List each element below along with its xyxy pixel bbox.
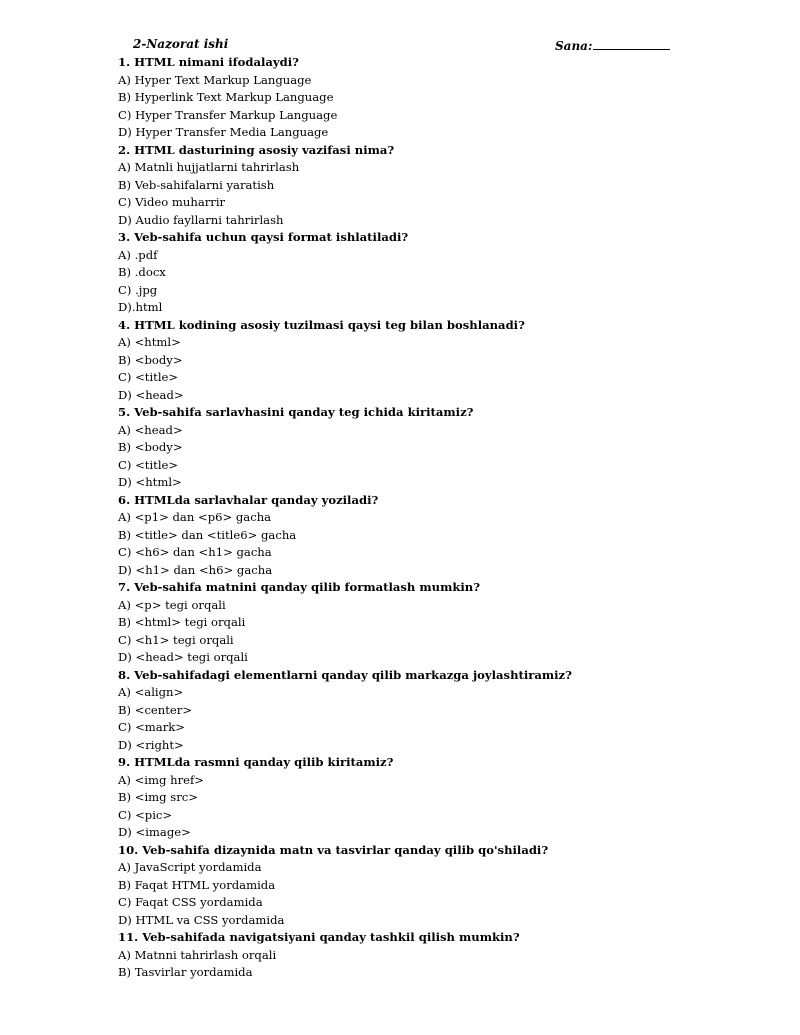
question-text: 2. HTML dasturining asosiy vazifasi nima? xyxy=(118,142,395,157)
question-text: 4. HTML kodining asosiy tuzilmasi qaysi teg bilan boshlanadi? xyxy=(118,317,525,332)
answer-option: B) <title> dan <title6> gacha xyxy=(118,527,297,542)
question-text: 1. HTML nimani ifodalaydi? xyxy=(118,55,299,69)
document-header xyxy=(0,37,800,55)
answer-option: B) Hyperlink Text Markup Language xyxy=(118,90,334,104)
answer-option: A) Hyper Text Markup Language xyxy=(118,72,312,87)
answer-option: D) <head> xyxy=(118,387,184,402)
answer-option: A) Matnni tahrirlash orqali xyxy=(118,947,277,962)
answer-option: B) Tasvirlar yordamida xyxy=(118,965,253,979)
answer-option: C) <h1> tegi orqali xyxy=(118,632,234,647)
answer-option: B) .docx xyxy=(118,265,166,279)
question-block xyxy=(118,54,758,142)
question-text: 3. Veb-sahifa uchun qaysi format ishlatiladi? xyxy=(118,230,409,244)
answer-option: B) Faqat HTML yordamida xyxy=(118,877,276,892)
question-block xyxy=(118,142,758,230)
question-text: 5. Veb-sahifa sarlavhasini qanday teg ichida kiritamiz? xyxy=(118,405,474,419)
answer-option: A) <html> xyxy=(118,335,181,349)
answer-option: C) <pic> xyxy=(118,807,173,822)
answer-option: C) <mark> xyxy=(118,720,185,734)
date-label: Sana: xyxy=(555,39,593,53)
answer-option: D) <h1> dan <h6> gacha xyxy=(118,562,273,577)
question-block xyxy=(118,317,758,405)
answer-option: A) Matnli hujjatlarni tahrirlash xyxy=(118,160,300,174)
question-text: 7. Veb-sahifa matnini qanday qilib formatlash mumkin? xyxy=(118,580,481,594)
question-block xyxy=(118,754,758,842)
answer-option: A) <head> xyxy=(118,422,183,437)
answer-option: B) <body> xyxy=(118,352,183,367)
question-block xyxy=(118,404,758,492)
answer-option: A) <img href> xyxy=(118,772,204,787)
answer-option: D) <html> xyxy=(118,475,182,489)
answer-option: C) Hyper Transfer Markup Language xyxy=(118,107,338,122)
question-block xyxy=(118,929,758,982)
answer-option: B) <img src> xyxy=(118,790,198,804)
answer-option: D) Audio fayllarni tahrirlash xyxy=(118,212,284,227)
answer-option: A) <align> xyxy=(118,685,184,699)
document-title: 2-Nazorat ishi xyxy=(133,37,229,51)
answer-option: B) <center> xyxy=(118,702,193,717)
question-text: 11. Veb-sahifada navigatsiyani qanday tashkil qilish mumkin? xyxy=(118,930,520,944)
answer-option: D) <head> tegi orqali xyxy=(118,650,248,664)
answer-option: B) <html> tegi orqali xyxy=(118,615,246,629)
answer-option: A) JavaScript yordamida xyxy=(118,860,262,874)
date-field xyxy=(555,37,670,53)
question-text: 6. HTMLda sarlavhalar qanday yoziladi? xyxy=(118,492,379,507)
answer-option: C) Faqat CSS yordamida xyxy=(118,895,263,909)
answer-option: C) .jpg xyxy=(118,282,158,297)
question-block xyxy=(118,842,758,930)
answer-option: A) .pdf xyxy=(118,247,158,262)
question-list xyxy=(118,54,758,982)
answer-option: D).html xyxy=(118,300,163,314)
question-text: 9. HTMLda rasmni qanday qilib kiritamiz? xyxy=(118,755,394,769)
answer-option: D) <image> xyxy=(118,825,191,839)
answer-option: A) <p1> dan <p6> gacha xyxy=(118,510,272,524)
answer-option: D) Hyper Transfer Media Language xyxy=(118,125,329,139)
answer-option: D) HTML va CSS yordamida xyxy=(118,912,285,927)
question-text: 10. Veb-sahifa dizaynida matn va tasvirlar qanday qilib qo'shiladi? xyxy=(118,842,549,857)
answer-option: C) <h6> dan <h1> gacha xyxy=(118,545,272,559)
answer-option: D) <right> xyxy=(118,737,184,752)
date-blank-line xyxy=(593,37,670,50)
question-block xyxy=(118,667,758,755)
question-block xyxy=(118,492,758,580)
question-text: 8. Veb-sahifadagi elementlarni qanday qilib markazga joylashtiramiz? xyxy=(118,667,572,682)
answer-option: B) Veb-sahifalarni yaratish xyxy=(118,177,275,192)
answer-option: C) <title> xyxy=(118,457,179,472)
question-block xyxy=(118,229,758,317)
answer-option: C) Video muharrir xyxy=(118,195,226,209)
answer-option: B) <body> xyxy=(118,440,183,454)
answer-option: A) <p> tegi orqali xyxy=(118,597,226,612)
question-block xyxy=(118,579,758,667)
answer-option: C) <title> xyxy=(118,370,179,384)
